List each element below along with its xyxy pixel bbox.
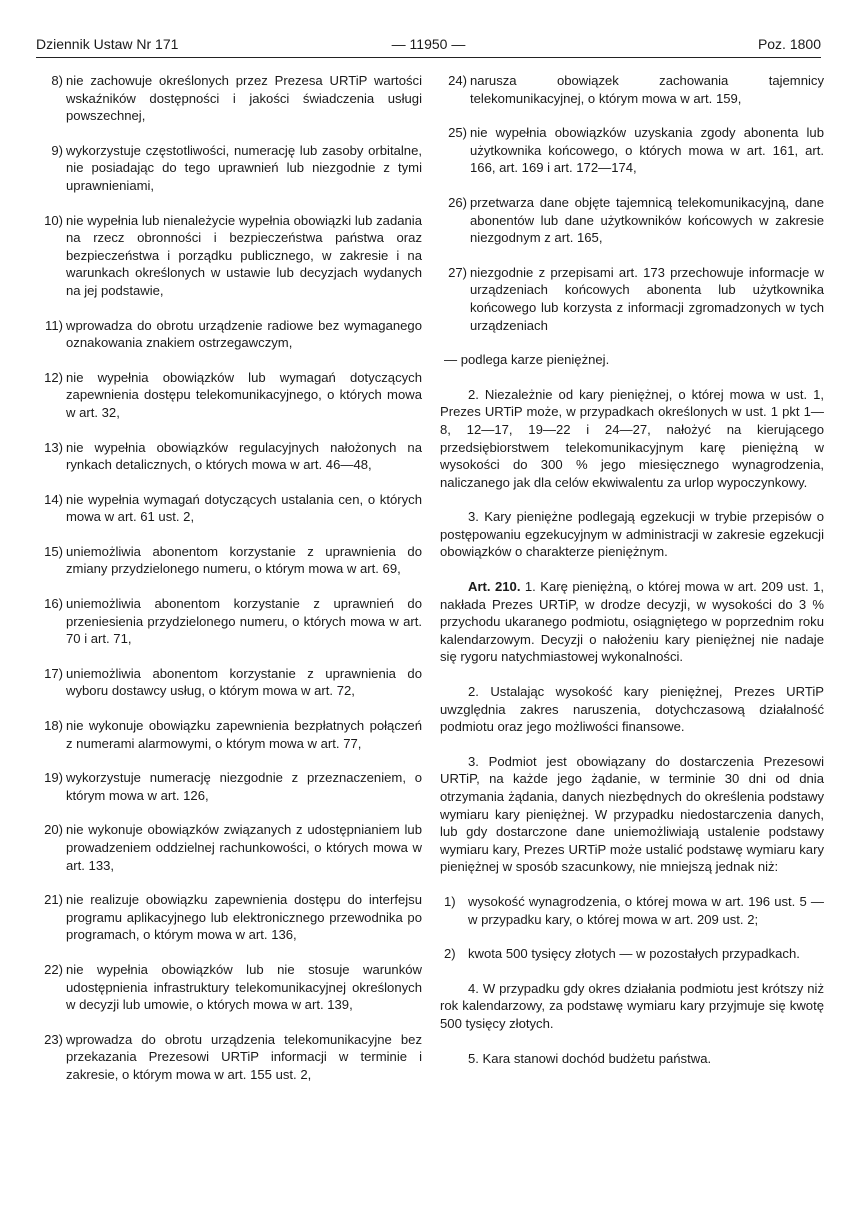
position-number: Poz. 1800 [757, 36, 821, 52]
item-text: wprowadza do obrotu urządzenie radiowe bez wymaganego oznakowania znakiem ostrzegawczym, [66, 317, 422, 351]
item-text: nie realizuje obowiązku zapewnienia dostępu do interfejsu programu aplikacyjnego lub elektronicznego przewodnika po programach, o którym mowa w art. 136, [66, 892, 422, 943]
item-text: nie wypełnia lub nienależycie wypełnia obowiązki lub zadania na rzecz obronności i bezpieczeństwa państwa oraz bezpieczeństwa i porządku publicznego, w zakresie i na warunkach określonych w ustawie lub decyzjach wydanych na jej podstawie, [66, 212, 422, 298]
list-item [36, 439, 422, 474]
item-number: 13) [44, 439, 63, 455]
item-number: 9) [51, 142, 63, 158]
item-text: nie wypełnia obowiązków lub wymagań dotyczących zapewnienia dostępu telekomunikacyjnego, o których mowa w art. 32, [66, 369, 422, 420]
article-210-paragraph-3: 3. Podmiot jest obowiązany do dostarczenia Prezesowi URTiP, na każde jego żądanie, w terminie 30 dni od dnia otrzymania żądania, danych niezbędnych do określenia podstawy wymiaru kary pieniężnej. W przypadku niedostarczenia danych, lub gdy dostarczone dane uniemożliwiają ustalenie podstawy wymiaru kary, Prezes URTiP może ustalić podstawę wymiaru kary pieniężnej w sposób szacunkowy, nie mniejszą jednak niż: [440, 753, 824, 875]
item-text: wykorzystuje częstotliwości, numerację lub zasoby orbitalne, nie posiadając do tego uprawnień lub niezgodnie z tymi uprawnieniami, [66, 142, 422, 193]
item-number: 8) [51, 73, 63, 88]
item-number: 20) [44, 822, 63, 838]
item-text: wykorzystuje numerację niezgodnie z przeznaczeniem, o którym mowa w art. 126, [66, 770, 422, 803]
list-item [36, 369, 422, 422]
right-column [440, 72, 824, 1084]
item-number: 23) [44, 1031, 63, 1047]
list-item [36, 595, 422, 648]
left-column [36, 72, 422, 1101]
list-item [36, 491, 422, 526]
header-rule [36, 57, 821, 58]
item-text: uniemożliwia abonentom korzystanie z uprawnień do przeniesienia przydzielonego numeru, o których mowa w art. 70 i art. 71, [66, 596, 422, 647]
sub-list-item [440, 893, 824, 928]
article-210-paragraph-1 [440, 578, 824, 666]
article-210-paragraph-2: 2. Ustalając wysokość kary pieniężnej, Prezes URTiP uwzględnia zakres naruszenia, dotychczasową działalność podmiotu oraz jego możliwości finansowe. [440, 684, 824, 735]
item-number: 15) [44, 543, 63, 559]
item-number: 24) [448, 73, 467, 88]
item-text: nie wypełnia obowiązków uzyskania zgody abonenta lub użytkownika końcowego, o których mowa w art. 161, art. 166, art. 169 i art. 172—174, [470, 125, 824, 176]
item-number: 10) [44, 212, 63, 228]
list-item [36, 769, 422, 804]
item-number: 14) [44, 491, 63, 507]
list-item [36, 142, 422, 195]
item-number: 11) [45, 317, 63, 333]
article-210-paragraph-5: 5. Kara stanowi dochód budżetu państwa. [468, 1050, 712, 1066]
page-number: — 11950 — [391, 36, 466, 52]
paragraph-3: 3. Kary pieniężne podlegają egzekucji w trybie przepisów o postępowaniu egzekucyjnym w administracji w zakresie egzekucji obowiązków o charakterze pieniężnym. [440, 509, 824, 560]
list-item [440, 194, 824, 247]
item-number: 27) [448, 264, 467, 280]
item-text: nie wykonuje obowiązków związanych z udostępnianiem lub prowadzeniem oddzielnej rachunkowości, o których mowa w art. 133, [66, 822, 422, 873]
list-item [440, 72, 824, 107]
item-number: 12) [44, 369, 63, 385]
item-text: uniemożliwia abonentom korzystanie z uprawnienia do zmiany przydzielonego numeru, o którym mowa w art. 69, [66, 543, 422, 577]
list-item [36, 891, 422, 944]
item-text: przetwarza dane objęte tajemnicą telekomunikacyjną, dane abonentów lub dane użytkowników końcowych w zakresie niezgodnym z art. 165, [470, 194, 824, 246]
sub-list-item [440, 945, 824, 963]
list-item [36, 717, 422, 752]
item-text: niezgodnie z przepisami art. 173 przechowuje informacje w urządzeniach końcowych abonenta lub użytkownika końcowego lub korzysta z informacji zgromadzonych w tych urządzeniach [470, 264, 824, 333]
item-number: 17) [44, 665, 63, 681]
item-number: 25) [448, 125, 467, 141]
item-number: 22) [44, 961, 63, 977]
page-header [36, 36, 821, 56]
list-item [440, 264, 824, 334]
sub-item-text: kwota 500 tysięcy złotych — w pozostałych przypadkach. [468, 946, 800, 962]
item-text: nie wypełnia wymagań dotyczących ustalania cen, o których mowa w art. 61 ust. 2, [66, 491, 422, 525]
item-text: nie wypełnia obowiązków lub nie stosuje warunków udostępnienia infrastruktury telekomunikacyjnej określonych w decyzji lub umowie, o których mowa w art. 139, [66, 961, 422, 1013]
list-item [36, 821, 422, 874]
sub-item-number: 1) [444, 893, 456, 909]
article-210-paragraph-4: 4. W przypadku gdy okres działania podmiotu jest krótszy niż rok kalendarzowy, za podstawę wymiaru kary przyjmuje się kwotę 500 tysięcy złotych. [440, 980, 824, 1031]
paragraph-2: 2. Niezależnie od kary pieniężnej, o której mowa w ust. 1, Prezes URTiP może, w przypadkach określonych w ust. 1 pkt 1—8, 12—17, 19—22 i 24—27, nałożyć na kierującego przedsiębiorstwem telekomunikacyjnym karę pieniężną w wysokości do 300 % jego miesięcznego wynagrodzenia, naliczanego jak dla celów ekwiwalentu za urlop wypoczynkowy. [440, 386, 824, 490]
item-number: 18) [44, 718, 63, 734]
list-item [440, 124, 824, 177]
sub-item-text: wysokość wynagrodzenia, o której mowa w art. 196 ust. 5 — w przypadku kary, o której mowa w art. 209 ust. 2; [468, 893, 824, 927]
item-text: uniemożliwia abonentom korzystanie z uprawnienia do wyboru dostawcy usług, o którym mowa w art. 72, [66, 665, 422, 699]
item-text: nie wypełnia obowiązków regulacyjnych nałożonych na rynkach detalicznych, o których mowa w art. 46—48, [66, 439, 422, 473]
article-heading: Art. 210. [468, 579, 521, 595]
penalty-clause: — podlega karze pieniężnej. [444, 352, 610, 368]
list-item [36, 212, 422, 300]
list-item [36, 543, 422, 578]
journal-title: Dziennik Ustaw Nr 171 [36, 36, 179, 52]
item-text: nie zachowuje określonych przez Prezesa URTiP wartości wskaźników dostępności i jakości świadczenia usługi powszechnej, [66, 73, 422, 124]
item-number: 26) [448, 194, 467, 210]
list-item [36, 1031, 422, 1084]
item-text: narusza obowiązek zachowania tajemnicy telekomunikacyjnej, o którym mowa w art. 159, [470, 73, 824, 106]
article-text: 1. Karę pieniężną, o której mowa w art. 209 ust. 1, nakłada Prezes URTiP, w drodze decyzji, w wysokości do 3 % przychodu ukaranego podmiotu, osiągniętego w poprzednim roku kalendarzowym. Decyzji o nałożeniu kary pieniężnej nie nadaje się rygoru natychmiastowej wykonalności. [440, 579, 824, 665]
list-item [36, 317, 422, 352]
item-text: nie wykonuje obowiązku zapewnienia bezpłatnych połączeń z numerami alarmowymi, o którym mowa w art. 77, [66, 718, 422, 751]
item-text: wprowadza do obrotu urządzenia telekomunikacyjne bez przekazania Prezesowi URTiP informacji w terminie i zakresie, o którym mowa w art. 155 ust. 2, [66, 1031, 422, 1082]
list-item [36, 665, 422, 700]
item-number: 21) [44, 892, 63, 908]
item-number: 16) [44, 596, 63, 612]
sub-item-number: 2) [444, 946, 456, 962]
list-item [36, 72, 422, 125]
list-item [36, 961, 422, 1014]
item-number: 19) [44, 770, 63, 786]
